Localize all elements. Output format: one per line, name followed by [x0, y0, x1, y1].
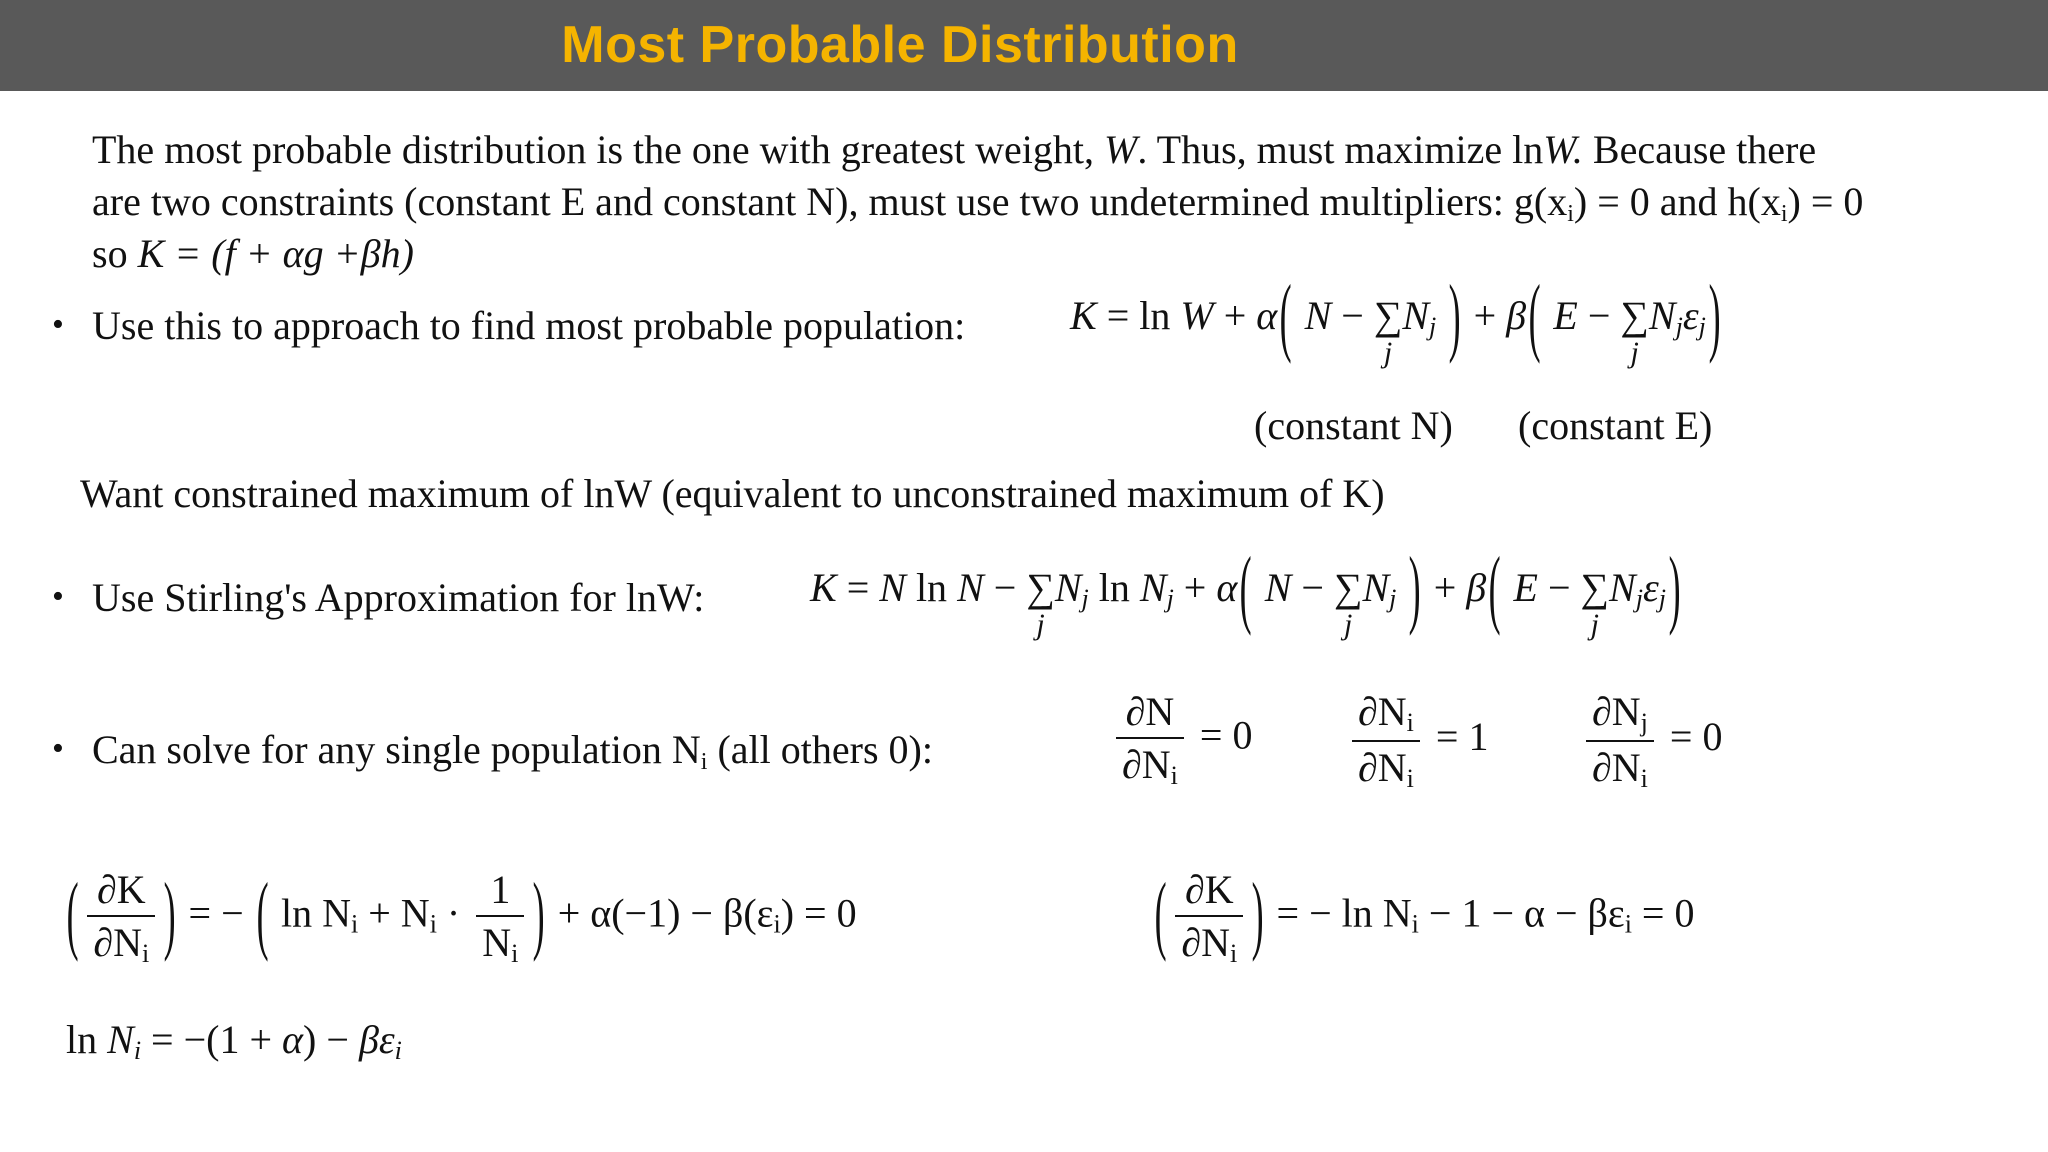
intro-line-3 — [92, 228, 414, 280]
subscript: i — [1780, 201, 1788, 227]
intro-text: . Thus, must maximize ln — [1137, 127, 1544, 172]
bullet-marker: • — [52, 306, 64, 343]
intro-line-1 — [92, 124, 1816, 176]
equation-ln-ni-result: $\ln N_i = -(1 + \alpha) - \beta\varepsilon_i$ — [66, 1017, 402, 1065]
slide-title: Most Probable Distribution — [561, 16, 1239, 74]
derivative-n-over-ni: $\frac{\partial N}{\partial N_i}$ = 0 — [1110, 688, 1252, 791]
bullet-3-text-a: Can solve for any single population N — [92, 727, 701, 772]
subscript: i — [700, 749, 708, 775]
weight-symbol: W — [1104, 127, 1138, 172]
equation-dk-dni-simplified: ( $\frac{\partial K}{\partial N_i}$ ) = − $\ln N_i - 1 - \alpha - \beta\varepsilon_i = 0$ — [1154, 863, 1695, 968]
label-constant-e: (constant E) — [1518, 403, 1713, 448]
label-constant-n: (constant N) — [1254, 403, 1453, 448]
equation-stirling: K = N ln N − ∑ j $N_j$ $\ln N_j + \alpha$( N − ∑ j $N_j$ ) + β( E − ∑ j $N_j\varepsilon_j$) — [810, 538, 1681, 641]
bullet-marker: • — [52, 578, 64, 615]
constrained-note: Want constrained maximum of lnW (equivalent to unconstrained maximum of K) — [80, 471, 1385, 516]
intro-text: The most probable distribution is the one with greatest weight, — [92, 127, 1105, 172]
bullet-1-text: Use this to approach to find most probable population: — [92, 303, 966, 348]
intro-text: ) = 0 and h(x — [1573, 179, 1781, 224]
equation-k-lagrange: K = ln W + α( N − ∑ j $N_j$ ) + β( E − ∑ j $N_j\varepsilon_j$) — [1070, 266, 1721, 369]
intro-text: are two constraints (constant E and constant N), must use two undetermined multipliers: g(x — [92, 179, 1568, 224]
subscript: i — [1567, 201, 1574, 227]
weight-symbol: W. — [1543, 127, 1583, 172]
bullet-3-text — [92, 724, 933, 788]
bullet-3-text-b: (all others 0): — [707, 727, 933, 772]
intro-text: Because there — [1582, 127, 1817, 172]
derivative-ni-over-ni: $\frac{\partial N_i}{\partial N_i}$ = 1 — [1346, 688, 1488, 794]
k-definition: K = (f + αg +βh) — [137, 231, 414, 276]
bullet-marker: • — [52, 730, 64, 767]
intro-text: so — [92, 231, 138, 276]
derivative-nj-over-ni: $\frac{\partial N_j}{\partial N_i}$ = 0 — [1580, 688, 1722, 794]
bullet-2-text: Use Stirling's Approximation for lnW: — [92, 575, 705, 620]
equation-dk-dni-expanded: ( $\frac{\partial K}{\partial N_i}$ ) = − ( $\ln N_i + N_i$ · $\frac{1}{N_i}$ ) + $\alpha(-1) - \beta(\varepsilon_i) = 0$ — [66, 863, 857, 968]
intro-text: ) = 0 — [1787, 179, 1864, 224]
